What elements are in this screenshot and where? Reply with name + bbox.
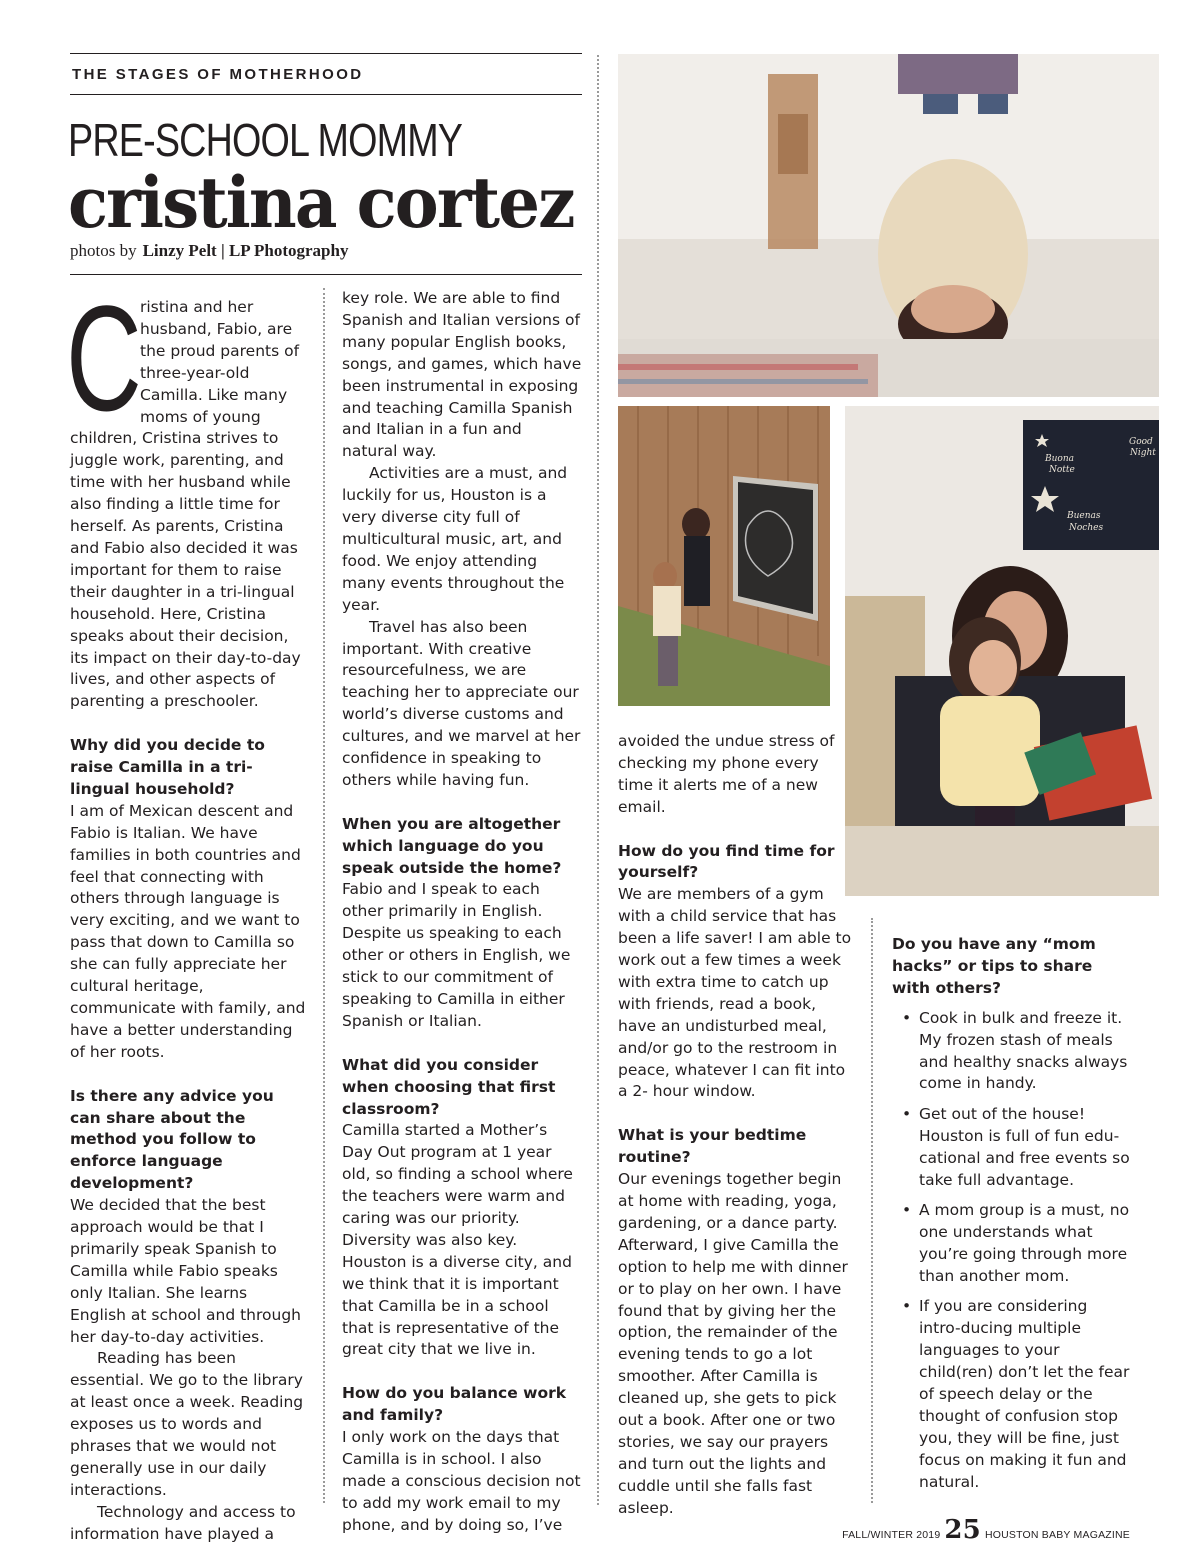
- drop-cap: C: [66, 274, 142, 442]
- answer-paragraph: We decided that the best approach would be that I primarily speak Spanish to Camilla while Fabio speaks only Italian. She learns English at school and through her day-to-day activities.: [70, 1196, 302, 1346]
- column-rule: [597, 55, 599, 1505]
- section-label: THE STAGES OF MOTHERHOOD: [70, 53, 582, 95]
- question-heading: How do you balance work and family?: [342, 1384, 567, 1425]
- list-item: • Get out of the house! Houston is full of fun edu-cational and free events so take full advantage.: [892, 1104, 1132, 1192]
- page-footer: [842, 1517, 1130, 1547]
- answer-paragraph: Travel has also been important. With creative resourcefulness, we are teaching her to appreciate our world’s diverse customs and cultures, and we marvel at her confidence in speaking to others while having fun.: [342, 617, 581, 789]
- chalkboard-word: Buona: [1045, 454, 1074, 464]
- tips-list: [892, 1008, 1132, 1494]
- answer-paragraph: key role. We are able to find Spanish and Italian versions of many popular English books, songs, and games, which have been instrumental in exposing and teaching Camilla Spanish and Italian in a fun and natural way.: [342, 289, 582, 461]
- answer-paragraph: avoided the undue stress of checking my phone every time it alerts me of a new email.: [618, 732, 835, 816]
- chalkboard-word: Night: [1130, 448, 1156, 458]
- answer-paragraph: I am of Mexican descent and Fabio is Italian. We have families in both countries and feel that connecting with others through language is very exciting, and we want to pass that down to Camilla so she can fully appreciate her cultural heritage, communicate with family, and have a better understanding of her roots.: [70, 801, 306, 1061]
- question-heading: Do you have any “mom hacks” or tips to share with others?: [892, 935, 1096, 997]
- answer-paragraph: Camilla started a Mother’s Day Out program at 1 year old, so finding a school where the teachers were warm and caring was our priority. Diversity was also key. Houston is a diverse city, and we think that it is important that Camilla be in a school that is representative of the great city that we live in.: [342, 1121, 573, 1359]
- chalkboard-word: Notte: [1049, 465, 1075, 475]
- answer-paragraph: I only work on the days that Camilla is in school. I also made a conscious decision not to add my work email to my phone, and by doing so, I’ve: [342, 1428, 581, 1534]
- answer-paragraph: Fabio and I speak to each other primarily in English. Despite us speaking to each other or others in English, we stick to our commitment of speaking to Camilla in either Spanish or Italian.: [342, 880, 571, 1030]
- column-rule: [323, 288, 325, 1503]
- page-number: 25: [944, 1515, 981, 1545]
- list-item: • A mom group is a must, no one understands what you’re going through more than another mom.: [892, 1200, 1132, 1288]
- question-heading: Is there any advice you can share about the method you follow to enforce language development?: [70, 1086, 274, 1193]
- credit-prefix: photos by: [70, 241, 137, 260]
- magazine-name: HOUSTON BABY MAGAZINE: [984, 1529, 1130, 1541]
- article-column-1: [66, 274, 306, 1546]
- photo-mother-reading: [845, 406, 1159, 896]
- answer-paragraph: Technology and access to information have played a: [70, 1502, 296, 1543]
- question-heading: What is your bedtime routine?: [618, 1126, 807, 1167]
- chalkboard-word: Noches: [1069, 523, 1104, 533]
- article-column-2: [342, 288, 582, 1537]
- credit-photographer: Linzy Pelt | LP Photography: [142, 241, 349, 260]
- column-rule: [871, 918, 873, 1503]
- list-item: • If you are considering intro-ducing multiple languages to your child(ren) don’t let the fear of speech delay or the thought of confusion stop you, they will be fine, just focus on making it fun and natural.: [892, 1296, 1132, 1493]
- answer-paragraph: Our evenings together begin at home with reading, yoga, gardening, or a dance party. Afterward, I give Camilla the option to help me with dinner or to play on her own. I have found that by giving her the option, the remainder of the evening tends to go a lot smoother. After Camilla is cleaned up, she gets to pick out a book. After one or two stories, we say our prayers and turn out the lights and cuddle until she falls fast asleep.: [618, 1170, 848, 1517]
- intro-paragraph: ristina and her husband, Fabio, are the proud parents of three-year-old Camilla. Like many moms of young children, Cristina strives to juggle work, parenting, and time with her husband while also finding a little time for herself. As parents, Cristina and Fabio also decided it was important for them to raise their daughter in a tri-lingual household. Here, Cristina speaks about their decision, its impact on their day-to-day lives, and other aspects of parenting a preschooler.: [70, 298, 301, 711]
- question-heading: What did you consider when choosing that first classroom?: [342, 1055, 556, 1118]
- question-heading: When you are altogether which language do you speak outside the home?: [342, 814, 562, 877]
- issue-season: FALL/WINTER 2019: [842, 1529, 941, 1541]
- photo-credit: [70, 240, 582, 275]
- answer-paragraph: We are members of a gym with a child service that has been a life saver! I am able to work out a few times a week with extra time to catch up with friends, read a book, have an undisturbed meal, and/or go to the restroom in peace, whatever I can fit into a 2- hour window.: [618, 885, 852, 1101]
- answer-paragraph: Activities are a must, and luckily for us, Houston is a very diverse city full of multicultural music, art, and food. We enjoy attending many events throughout the year.: [342, 464, 568, 614]
- article-column-4: [892, 934, 1132, 1502]
- photo-chalkboard-outdoors: [618, 406, 830, 706]
- answer-paragraph: Reading has been essential. We go to the library at least once a week. Reading exposes us to words and phrases that we would not generally use in our daily interactions.: [70, 1349, 304, 1499]
- article-title-name: cristina cortez: [68, 161, 574, 244]
- question-heading: How do you find time for yourself?: [618, 841, 835, 882]
- question-heading: Why did you decide to raise Camilla in a tri-lingual household?: [70, 736, 265, 798]
- chalkboard-word: Buenas: [1067, 511, 1101, 521]
- chalkboard-word: Good: [1129, 437, 1153, 447]
- article-headline: PRE-SCHOOL MOMMY: [68, 114, 463, 166]
- article-column-3: [618, 731, 858, 1520]
- photo-child-headstand: [618, 54, 1159, 397]
- list-item: • Cook in bulk and freeze it. My frozen stash of meals and healthy snacks always come in handy.: [892, 1008, 1132, 1096]
